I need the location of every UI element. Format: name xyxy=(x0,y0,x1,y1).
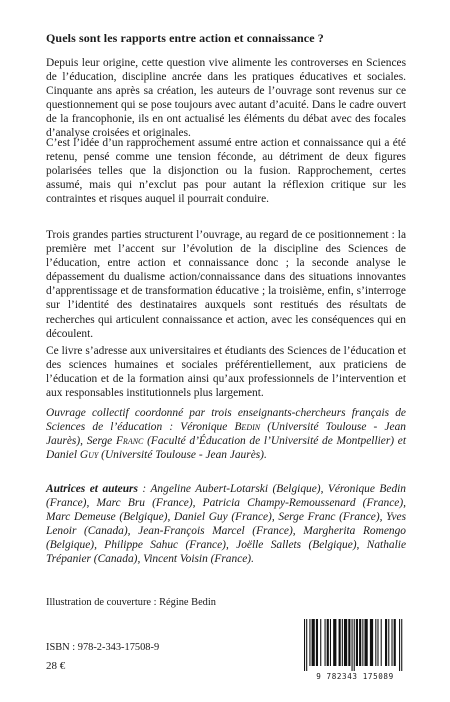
barcode-bar xyxy=(344,619,347,666)
isbn: ISBN : 978-2-343-17508-9 xyxy=(46,642,160,653)
barcode-bar xyxy=(375,619,376,666)
barcode-bar xyxy=(364,619,367,666)
barcode-bar xyxy=(377,619,378,666)
barcode-bar xyxy=(399,619,400,671)
barcode-bar xyxy=(339,619,341,666)
intro-paragraph: Depuis leur origine, cette question vive alimente les controverses en Sciences de l’éducation, discipline ancrée dans les pratiques éducatives et sociales. Cinquante ans après sa création, les auteurs de l’ouvrage sont revenus sur ce questionnement qui se pose toujours avec autant d’acuité. Dans le cadre ouvert de la francophonie, ils en ont actualisé les éléments du débat avec des focales d’analyse croisées et originales. xyxy=(46,57,406,140)
barcode-image xyxy=(302,619,408,671)
structure-paragraph: Trois grandes parties structurent l’ouvrage, au regard de ce positionnement : la première met l’accent sur l’évolution de la discipline des Sciences de l’éducation, entre action et connaissance donc ; la seconde analyse le dépassement du dualisme action/connaissance dans des situations innovantes d’apprentissage et de transformation éducative ; la troisième, enfin, s’interroge sur l’identité des destinataires auxquels sont restitués des résultats de recherches qui articulent connaissance et action, avec les conséquences qui en découlent. xyxy=(46,229,406,340)
coordinator-name: Bedin xyxy=(234,421,261,434)
barcode-bar xyxy=(356,619,358,666)
barcode-bar xyxy=(309,619,310,666)
barcode-bar xyxy=(327,619,329,666)
barcode-bar xyxy=(342,619,343,666)
authors-label: Autrices et auteurs xyxy=(46,483,138,495)
barcode-bar xyxy=(391,619,392,666)
coordinator-affiliation: (Université Toulouse - Jean Jaurès). xyxy=(98,449,267,462)
coordination-paragraph xyxy=(46,406,406,462)
barcode-number: 9 782343 175089 xyxy=(316,672,394,681)
coordinator-affiliation: (Université Toulouse - Jean Jaurès), Serge xyxy=(46,421,406,448)
barcode-bar xyxy=(306,619,307,671)
barcode-bar xyxy=(394,619,396,666)
authors-paragraph xyxy=(46,482,406,567)
price: 28 € xyxy=(46,660,66,672)
illustration-credit: Illustration de couverture : Régine Bedin xyxy=(46,597,216,608)
barcode-bar xyxy=(359,619,361,666)
barcode-bar xyxy=(320,619,321,666)
page-title: Quels sont les rapports entre action et connaissance ? xyxy=(46,31,324,45)
audience-paragraph: Ce livre s’adresse aux universitaires et étudiants des Sciences de l’éducation et des sciences humaines et sociales préférentiellement, aux praticiens de l’éducation et de la formation ainsi qu’aux professionnels de l’intervention et aux responsables institutionnels plus largement. xyxy=(46,345,406,400)
coordinator-affiliation: (Faculté d’Éducation de l’Université de Montpellier) et Daniel xyxy=(46,435,406,462)
barcode-bar xyxy=(385,619,387,666)
authors-list: : Angeline Aubert-Lotarski (Belgique), Véronique Bedin (France), Marc Bru (France), Patricia Champy-Remoussenard (France), Marc Demeuse (Belgique), Daniel Guy (France), Serge Franc (France), Yves Lenoir (Canada), Jean-François Marcel (France), Margherita Romengo (Belgique), Philippe Sahuc (France), Joëlle Sallets (Belgique), Nathalie Trépanier (Canada), Vincent Voisin (France). xyxy=(46,483,406,566)
barcode-bar xyxy=(381,619,382,666)
coordinator-name: Guy xyxy=(79,449,99,462)
barcode-bar xyxy=(354,619,355,671)
barcode-bar xyxy=(330,619,331,666)
barcode-bar xyxy=(333,619,336,666)
coordinator-name: Franc xyxy=(115,435,144,448)
barcode-bar xyxy=(388,619,389,666)
barcode-bar xyxy=(304,619,305,671)
barcode-bar xyxy=(312,619,315,666)
approach-paragraph: C’est l’idée d’un rapprochement assumé entre action et connaissance qui a été retenu, pensé comme une tension féconde, au détriment de deux figures polarisées telles que la disjonction ou la fusion. Rapprochement, certes assumé, mais qui n’exclut pas pour autant la réflexion critique sur les contraintes et risques auquel il pourrait conduire. xyxy=(46,137,406,206)
barcode-bar xyxy=(348,619,350,666)
barcode-bar xyxy=(401,619,402,671)
barcode-bar xyxy=(370,619,373,666)
barcode-bar xyxy=(362,619,363,666)
barcode-bar xyxy=(325,619,326,666)
barcode-bar xyxy=(316,619,318,666)
coordination-intro: Ouvrage collectif coordonné par trois enseignants-chercheurs français de Sciences de l’éducation : Véronique xyxy=(46,407,406,434)
barcode-bar xyxy=(352,619,353,671)
